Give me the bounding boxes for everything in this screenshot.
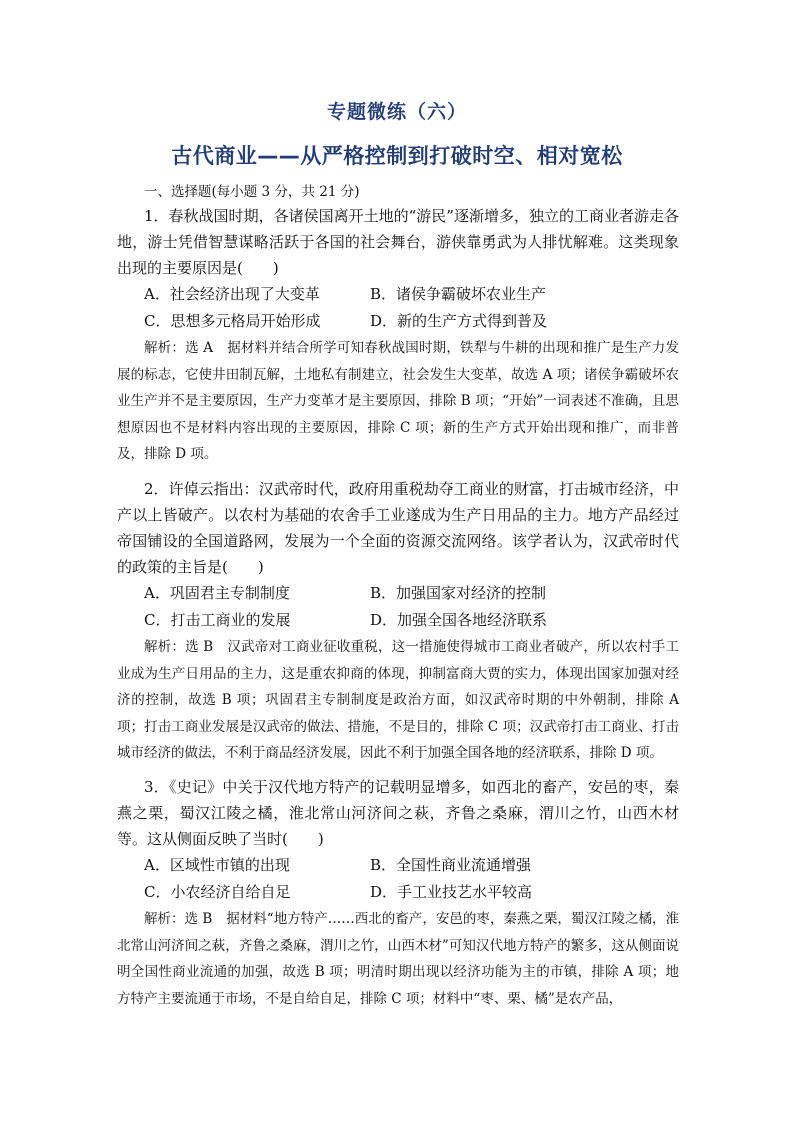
analysis-head: 解析：选 A <box>144 340 214 356</box>
options <box>117 281 679 335</box>
question-3 <box>117 774 679 1012</box>
option-c: C．打击工商业的发展 <box>144 611 291 629</box>
option-d: D．新的生产方式得到普及 <box>370 312 548 330</box>
option-a: A．社会经济出现了大变革 <box>144 285 320 303</box>
page-title: 专题微练（六） <box>326 101 467 123</box>
analysis <box>117 335 679 468</box>
option-d: D．手工业技艺水平较高 <box>370 883 533 901</box>
analysis-text: 据材料并结合所学可知春秋战国时期，铁犁与牛耕的出现和推广是生产力发展的标志，它使井田制瓦解，土地私有制建立，社会发生大变革，故选 A 项；诸侯争霸破坏农业生产并不是主要原因，生产力变革才是主要原因，排除 B 项；“开始”一词表述不准确，且思想原因也不是材料内容出现的主要原因，排除 C 项；新的生产方式开始出现和推广，而非普及，排除 D 项。 <box>117 340 680 462</box>
analysis-head: 解析：选 B <box>144 911 213 927</box>
option-c: C．小农经济自给自足 <box>144 883 291 901</box>
option-b: B．诸侯争霸破坏农业生产 <box>370 285 547 303</box>
question-stem: 3．《史记》中关于汉代地方特产的记载明显增多，如西北的畜产，安邑的枣，秦燕之栗，蜀汉江陵之橘，淮北常山河济间之萩，齐鲁之桑麻，渭川之竹，山西木材等。这从侧面反映了当时( ) <box>117 778 679 848</box>
question-stem: 2．许倬云指出：汉武帝时代，政府用重税劫夺工商业的财富，打击城市经济，中产以上皆破产。以农村为基础的农舍手工业遂成为生产日用品的主力。地方产品经过帝国铺设的全国道路网，发展为一个全面的资源交流网络。该学者认为，汉武帝时代的政策的主旨是( ) <box>117 480 679 576</box>
options <box>117 852 679 906</box>
option-b: B．加强国家对经济的控制 <box>370 584 547 602</box>
option-b: B．全国性商业流通增强 <box>370 856 532 874</box>
analysis-head: 解析：选 B <box>144 639 214 655</box>
question-stem: 1．春秋战国时期，各诸侯国离开土地的“游民”逐渐增多，独立的工商业者游走各地，游士凭借智慧谋略活跃于各国的社会舞台，游侠靠勇武为人排忧解难。这类现象出现的主要原因是( ) <box>117 207 679 277</box>
analysis-text: 汉武帝对工商业征收重税，这一措施使得城市工商业者破产，所以农村手工业成为生产日用品的主力，这是重农抑商的体现，抑制富商大贾的实力，体现出国家加强对经济的控制，故选 B 项；巩固君主专制制度是政治方面，如汉武帝时期的中外朝制，排除 A 项；打击工商业发展是汉武帝的做法、措施，不是目的，排除 C 项；汉武帝打击工商业、打击城市经济的做法，不利于商品经济发展，因此不利于加强全国各地的经济联系，排除 D 项。 <box>117 639 679 761</box>
section-heading: 一、选择题(每小题 3 分，共 21 分) <box>144 184 360 200</box>
question-2 <box>117 476 679 767</box>
analysis-text: 据材料“地方特产……西北的畜产，安邑的枣，秦燕之栗，蜀汉江陵之橘，淮北常山河济间之萩，齐鲁之桑麻，渭川之竹，山西木材”可知汉代地方特产的繁多，这从侧面说明全国性商业流通的加强，故选 B 项；明清时期出现以经济功能为主的市镇，排除 A 项；地方特产主要流通于市场，不是自给自足，排除 C 项；材料中“枣、栗、橘”是农产品， <box>117 911 679 1007</box>
question-1 <box>117 203 679 468</box>
analysis <box>117 634 679 767</box>
option-d: D．加强全国各地经济联系 <box>370 611 548 629</box>
option-a: A．区域性市镇的出现 <box>144 856 290 874</box>
analysis <box>117 906 679 1012</box>
page-subtitle: 古代商业——从严格控制到打破时空、相对宽松 <box>171 144 623 168</box>
options <box>117 580 679 634</box>
option-a: A．巩固君主专制制度 <box>144 584 290 602</box>
option-c: C．思想多元格局开始形成 <box>144 312 321 330</box>
